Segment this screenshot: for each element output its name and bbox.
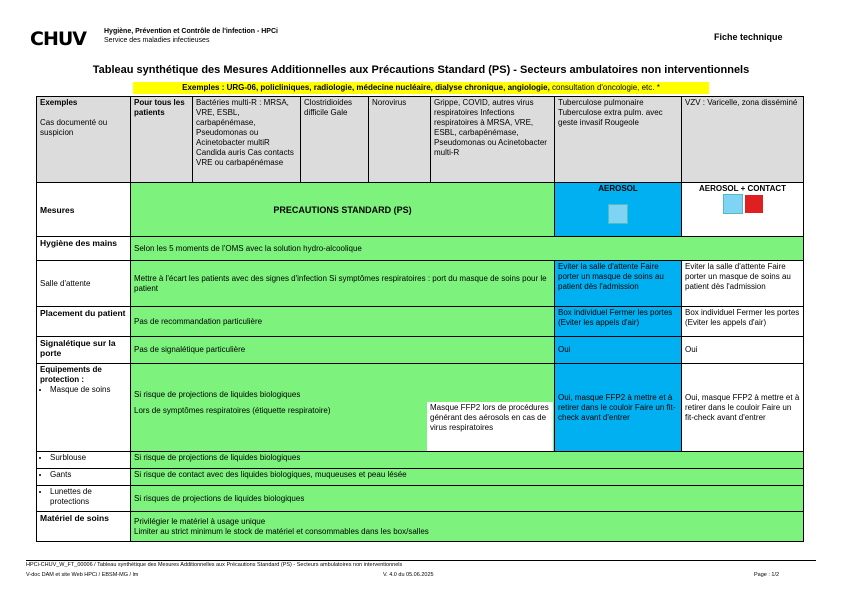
- examples-bold: Exemples : URG-06, policliniques, radiologie, médecine nucléaire, dialyse chronique, angiologie,: [182, 83, 550, 92]
- footer-page: Page : 1/2: [754, 572, 780, 578]
- measures-table: [36, 96, 804, 542]
- gants-row: [37, 469, 804, 486]
- lunettes-label: • Lunettes de protections: [50, 487, 127, 507]
- corner-sub: Cas documenté ou suspicion: [40, 118, 108, 137]
- org-name: Hygiène, Prévention et Contrôle de l'infection - HPCi: [104, 28, 278, 35]
- masque-ac: Oui, masque FFP2 à mettre et à retirer dans le couloir Faire un fit-check avant d'entrer: [682, 364, 804, 452]
- corner-cell: [37, 97, 131, 183]
- materiel-text2: Limiter au strict minimum le stock de matériel et consommables dans les box/salles: [134, 526, 429, 536]
- doc-type: Fiche technique: [714, 32, 783, 42]
- examples-bar: [133, 82, 709, 94]
- masque-ps: [131, 364, 555, 452]
- hygiene-text: Selon les 5 moments de l'OMS avec la solution hydro-alcoolique: [131, 237, 804, 261]
- signal-row: [37, 337, 804, 364]
- masque-ps1: Si risque de projections de liquides biologiques: [134, 390, 301, 399]
- salle-label: Salle d'attente: [37, 261, 131, 307]
- gants-text: Si risque de contact avec des liquides biologiques, muqueuses et peau lésée: [131, 469, 804, 486]
- col-tb: Tuberculose pulmonaire Tuberculose extra pulm. avec geste invasif Rougeole: [555, 97, 682, 183]
- corner-label: Exemples: [40, 98, 78, 107]
- mesures-label: Mesures: [37, 183, 131, 237]
- lunettes-row: [37, 486, 804, 512]
- org-service: Service des maladies infectieuses: [104, 37, 210, 44]
- placement-row: [37, 307, 804, 337]
- footer-divider: [26, 560, 816, 561]
- hygiene-row: [37, 237, 804, 261]
- gants-label-cell: [37, 469, 131, 486]
- mesures-row: [37, 183, 804, 237]
- contact-icon: [745, 195, 763, 213]
- materiel-label: Matériel de soins: [37, 512, 131, 542]
- masque-aero: Oui, masque FFP2 à mettre et à retirer dans le couloir Faire un fit-check avant d'entrer: [555, 364, 682, 452]
- placement-ac: Box individuel Fermer les portes (Eviter les appels d'air): [682, 307, 804, 337]
- aerosol-contact-label: AEROSOL + CONTACT: [698, 184, 787, 193]
- placement-label: Placement du patient: [37, 307, 131, 337]
- aerosol-cell: [555, 183, 682, 237]
- surblouse-label: • Surblouse: [50, 453, 127, 463]
- ps-label: PRECAUTIONS STANDARD (PS): [131, 183, 555, 237]
- col-multir: Bactéries multi-R : MRSA, VRE, ESBL, carbapénémase, Pseudomonas ou Acinetobacter multiR Candida auris Cas contacts VRE ou carbapénémase: [193, 97, 301, 183]
- col-vzv: VZV : Varicelle, zona disséminé: [682, 97, 804, 183]
- aerosol-label: AEROSOL: [598, 184, 638, 193]
- signal-ps: Pas de signalétique particulière: [131, 337, 555, 364]
- aerosol-icon: [608, 204, 628, 224]
- gants-label: • Gants: [50, 470, 127, 480]
- table-header-row: [37, 97, 804, 183]
- aerosol-contact-cell: [682, 183, 804, 237]
- col-noro: Norovirus: [369, 97, 431, 183]
- masque-ffp2-note: Masque FFP2 lors de procédures générant des aérosols en cas de virus respiratoires: [427, 402, 553, 452]
- masque-label: • Masque de soins: [50, 385, 127, 395]
- signal-ac: Oui: [682, 337, 804, 364]
- salle-aero: Eviter la salle d'attente Faire porter un masque de soins au patient dès l'admission: [555, 261, 682, 307]
- surblouse-label-cell: [37, 452, 131, 469]
- placement-aero: Box individuel Fermer les portes (Eviter les appels d'air): [555, 307, 682, 337]
- masque-row: [37, 364, 804, 452]
- salle-ac: Eviter la salle d'attente Faire porter un masque de soins au patient dès l'admission: [682, 261, 804, 307]
- page-title: Tableau synthétique des Mesures Additionnelles aux Précautions Standard (PS) - Secteurs ambulatoires non interventionnels: [92, 64, 750, 76]
- salle-row: [37, 261, 804, 307]
- equip-label: Equipements de protection :: [40, 365, 102, 384]
- equip-label-cell: [37, 364, 131, 452]
- signal-aero: Oui: [555, 337, 682, 364]
- surblouse-text: Si risque de projections de liquides biologiques: [131, 452, 804, 469]
- aerosol-icon: [723, 194, 743, 214]
- materiel-row: [37, 512, 804, 542]
- lunettes-text: Si risques de projections de liquides biologiques: [131, 486, 804, 512]
- signal-label: Signalétique sur la porte: [37, 337, 131, 364]
- materiel-text1: Privilégier le matériel à usage unique: [134, 516, 266, 526]
- materiel-text-cell: [131, 512, 804, 542]
- footer-source: V-doc DAM et site Web HPCi / EBSM-MG / lm: [26, 572, 139, 578]
- chuv-logo: CHUV: [30, 28, 86, 50]
- masque-ps2: Lors de symptômes respiratoires (étiquette respiratoire): [134, 406, 331, 415]
- col-grippe: Grippe, COVID, autres virus respiratoires Infections respiratoires à MRSA, VRE, ESBL, carbapénémase, Pseudomonas ou Acinetobacter multi-R: [431, 97, 555, 183]
- col-all: Pour tous les patients: [131, 97, 193, 183]
- footer-version: V. 4.0 du 05.06.2025: [383, 572, 434, 578]
- hygiene-label: Hygiène des mains: [37, 237, 131, 261]
- lunettes-label-cell: [37, 486, 131, 512]
- salle-ps: Mettre à l'écart les patients avec des signes d'infection Si symptômes respiratoires : port du masque de soins pour le patient: [131, 261, 555, 307]
- placement-ps: Pas de recommandation particulière: [131, 307, 555, 337]
- surblouse-row: [37, 452, 804, 469]
- footer-ref: HPCi-CHUV_W_FT_00006 / Tableau synthétique des Mesures Additionnelles aux Précautions Standard (PS) - Secteurs ambulatoires non interventionnels: [26, 562, 403, 568]
- col-cdiff: Clostridioides difficile Gale: [301, 97, 369, 183]
- examples-normal: consultation d'oncologie, etc. *: [549, 83, 660, 92]
